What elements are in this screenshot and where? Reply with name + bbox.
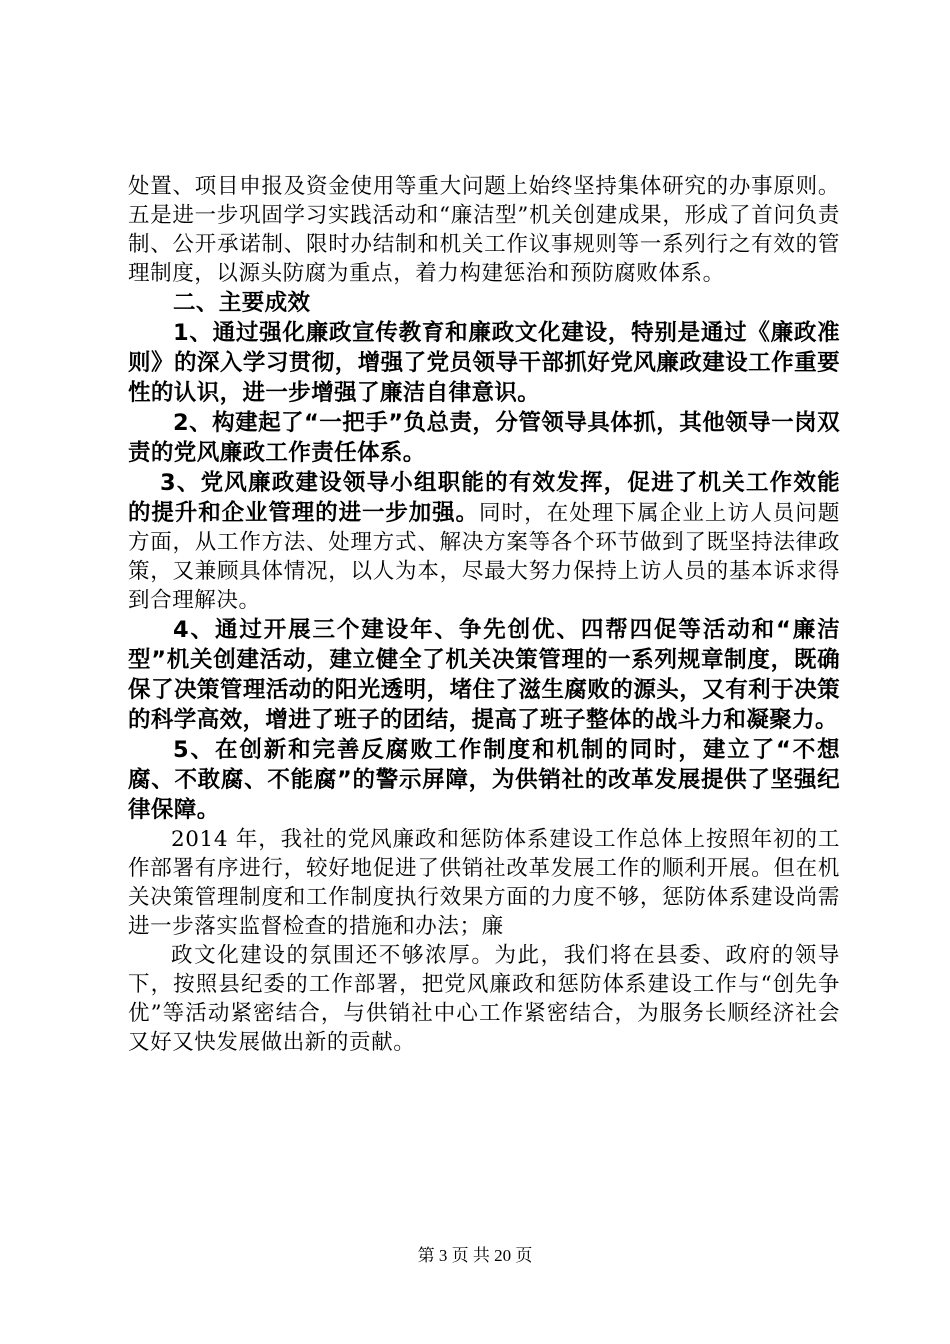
achievement-item-4: 4、通过开展三个建设年、争先创优、四帮四促等活动和“廉洁型”机关创建活动，建立健全了机关决策管理的一系列规章制度，既确保了决策管理活动的阳光透明，堵住了滋生腐败的源头，又有利于决策的科学高效，增进了班子的团结，提高了班子整体的战斗力和凝聚力。 <box>128 617 840 733</box>
page-number-footer: 第 3 页 共 20 页 <box>417 1246 533 1265</box>
achievement-item-5: 5、在创新和完善反腐败工作制度和机制的同时，建立了“不想腐、不敢腐、不能腐”的警示屏障，为供销社的改革发展提供了坚强纪律保障。 <box>128 737 840 823</box>
achievement-item-3-bold: 3、党风廉政建设领导小组职能的有效发挥，促进了机关工作效能的提升和企业管理的进一步加强。 <box>128 470 840 526</box>
achievement-item-2: 2、构建起了“一把手”负总责，分管领导具体抓，其他领导一岗双责的党风廉政工作责任体系。 <box>128 410 840 466</box>
summary-paragraph: 2014 年，我社的党风廉政和惩防体系建设工作总体上按照年初的工作部署有序进行，较好地促进了供销社改革发展工作的顺利开展。但在机关决策管理制度和工作制度执行效果方面的力度不够，惩防体系建设尚需进一步落实监督检查的措施和办法；廉 <box>128 827 840 939</box>
intro-paragraph: 处置、项目申报及资金使用等重大问题上始终坚持集体研究的办事原则。五是进一步巩固学习实践活动和“廉洁型”机关创建成果，形成了首问负责制、公开承诺制、限时办结制和机关工作议事规则等一系列行之有效的管理制度，以源头防腐为重点，着力构建惩治和预防腐败体系。 <box>128 174 840 286</box>
section-heading-achievements: 二、主要成效 <box>173 290 311 316</box>
achievement-item-3 <box>128 468 840 615</box>
closing-paragraph: 政文化建设的氛围还不够浓厚。为此，我们将在县委、政府的领导下，按照县纪委的工作部署，把党风廉政和惩防体系建设工作与“创先争优”等活动紧密结合，与供销社中心工作紧密结合，为服务长顺经济社会又好又快发展做出新的贡献。 <box>128 943 840 1055</box>
achievement-item-1: 1、通过强化廉政宣传教育和廉政文化建设，特别是通过《廉政准则》的深入学习贯彻，增强了党员领导干部抓好党风廉政建设工作重要性的认识，进一步增强了廉洁自律意识。 <box>128 320 840 406</box>
achievement-item-3-detail: 同时，在处理下属企业上访人员问题方面，从工作方法、处理方式、解决方案等各个环节做到了既坚持法律政策，又兼顾具体情况，以人为本，尽最大努力保持上访人员的基本诉求得到合理解决。 <box>128 501 840 613</box>
document-body <box>128 172 840 1057</box>
